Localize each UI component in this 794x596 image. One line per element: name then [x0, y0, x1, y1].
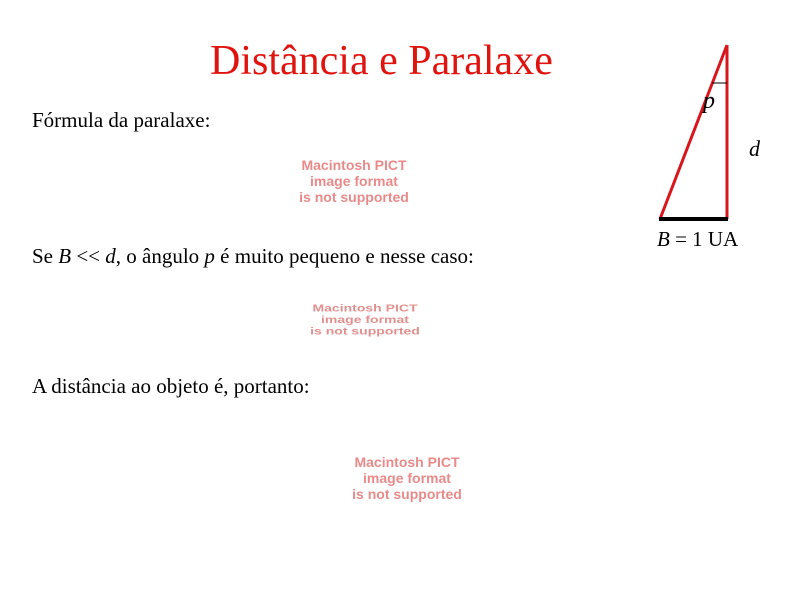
small-angle-condition: [32, 243, 474, 269]
pict-placeholder-formula: [279, 157, 429, 205]
condition-text: <<: [71, 244, 106, 268]
pict-placeholder-distance: [332, 454, 482, 502]
pict-text-line: is not supported: [299, 189, 409, 205]
angle-p-label: p: [703, 88, 715, 114]
pict-text-line: image format: [363, 470, 451, 486]
condition-text: , o ângulo: [115, 244, 205, 268]
condition-text: é muito pequeno e nesse caso:: [214, 244, 474, 268]
condition-var-b: B: [58, 244, 72, 268]
hypotenuse-line: [660, 45, 727, 219]
pict-text-line: is not supported: [310, 325, 420, 337]
pict-text-line: image format: [321, 313, 409, 326]
pict-text-line: Macintosh PICT: [354, 454, 460, 470]
baseline-var: B: [657, 227, 670, 251]
pict-placeholder-approximation: [270, 302, 460, 337]
condition-text: Se: [32, 244, 59, 268]
pict-text-line: image format: [310, 173, 398, 189]
pict-text-line: Macintosh PICT: [312, 302, 418, 314]
parallax-formula-label: Fórmula da paralaxe:: [32, 108, 211, 132]
baseline-label: [657, 227, 738, 251]
pict-text-line: Macintosh PICT: [301, 157, 407, 173]
condition-var-p: p: [204, 244, 215, 268]
condition-var-d: d: [105, 244, 116, 268]
baseline-value: = 1 UA: [669, 227, 739, 251]
distance-d-label: d: [749, 136, 760, 161]
parallax-triangle-diagram: [640, 35, 780, 265]
distance-conclusion: A distância ao objeto é, portanto:: [32, 374, 310, 398]
slide-title: Distância e Paralaxe: [210, 38, 553, 84]
pict-text-line: is not supported: [352, 486, 462, 502]
